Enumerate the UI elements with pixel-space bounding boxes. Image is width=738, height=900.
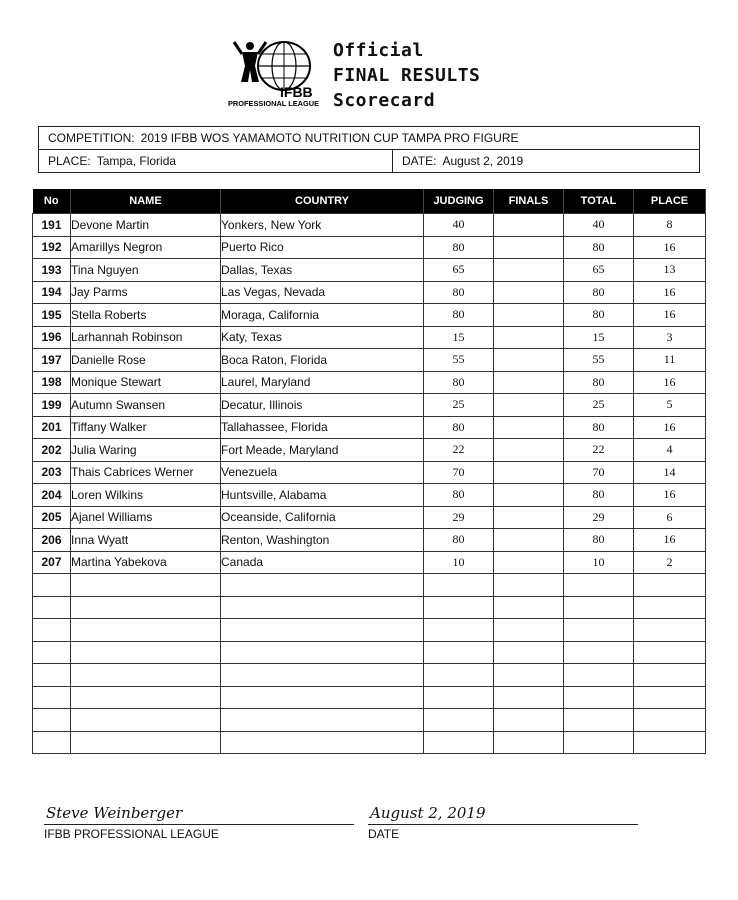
table-row xyxy=(33,281,706,304)
cell-finals xyxy=(494,709,564,732)
cell-judging xyxy=(424,619,494,642)
cell-name: Monique Stewart xyxy=(71,371,221,394)
scorecard-title xyxy=(333,38,480,113)
cell-country: Huntsville, Alabama xyxy=(221,484,424,507)
cell-name xyxy=(71,619,221,642)
table-row xyxy=(33,619,706,642)
cell-judging: 80 xyxy=(424,416,494,439)
cell-country: Canada xyxy=(221,551,424,574)
title-line-scorecard: Scorecard xyxy=(333,90,436,111)
cell-total: 80 xyxy=(564,416,634,439)
cell-no: 198 xyxy=(33,371,71,394)
cell-name: Loren Wilkins xyxy=(71,484,221,507)
table-row xyxy=(33,461,706,484)
cell-country: Laurel, Maryland xyxy=(221,371,424,394)
cell-place: 6 xyxy=(634,506,706,529)
competition-info-box xyxy=(38,126,700,173)
cell-no xyxy=(33,731,71,754)
table-row xyxy=(33,394,706,417)
cell-finals xyxy=(494,304,564,327)
cell-no xyxy=(33,574,71,597)
signature-caption: IFBB PROFESSIONAL LEAGUE xyxy=(44,827,219,841)
scorecard-header xyxy=(228,36,528,114)
cell-judging xyxy=(424,686,494,709)
cell-judging: 15 xyxy=(424,326,494,349)
cell-country: Venezuela xyxy=(221,461,424,484)
table-row xyxy=(33,686,706,709)
cell-total: 29 xyxy=(564,506,634,529)
cell-place xyxy=(634,619,706,642)
date-signed-block xyxy=(368,804,638,841)
cell-name xyxy=(71,731,221,754)
cell-country: Decatur, Illinois xyxy=(221,394,424,417)
cell-total: 80 xyxy=(564,281,634,304)
cell-country: Fort Meade, Maryland xyxy=(221,439,424,462)
cell-judging: 10 xyxy=(424,551,494,574)
table-row xyxy=(33,214,706,237)
competition-label: COMPETITION: xyxy=(48,131,135,145)
cell-finals xyxy=(494,371,564,394)
cell-place xyxy=(634,686,706,709)
table-row xyxy=(33,439,706,462)
cell-total xyxy=(564,641,634,664)
cell-total: 65 xyxy=(564,259,634,282)
cell-no xyxy=(33,686,71,709)
cell-no: 191 xyxy=(33,214,71,237)
cell-finals xyxy=(494,506,564,529)
cell-country xyxy=(221,686,424,709)
cell-country xyxy=(221,619,424,642)
svg-text:IFBB: IFBB xyxy=(280,84,313,100)
cell-finals xyxy=(494,416,564,439)
cell-no xyxy=(33,664,71,687)
cell-finals xyxy=(494,236,564,259)
cell-no: 196 xyxy=(33,326,71,349)
cell-finals xyxy=(494,596,564,619)
cell-finals xyxy=(494,214,564,237)
table-row xyxy=(33,731,706,754)
table-row xyxy=(33,596,706,619)
title-line-official: Official xyxy=(333,40,424,61)
table-row xyxy=(33,236,706,259)
place-label: PLACE: xyxy=(48,154,91,168)
table-row xyxy=(33,574,706,597)
cell-total xyxy=(564,709,634,732)
cell-finals xyxy=(494,529,564,552)
cell-total: 25 xyxy=(564,394,634,417)
cell-name: Autumn Swansen xyxy=(71,394,221,417)
cell-total: 80 xyxy=(564,236,634,259)
cell-total: 70 xyxy=(564,461,634,484)
table-row xyxy=(33,416,706,439)
table-row xyxy=(33,484,706,507)
cell-place: 16 xyxy=(634,371,706,394)
cell-finals xyxy=(494,551,564,574)
cell-no: 197 xyxy=(33,349,71,372)
cell-finals xyxy=(494,326,564,349)
cell-name xyxy=(71,641,221,664)
cell-place: 4 xyxy=(634,439,706,462)
cell-country xyxy=(221,574,424,597)
col-header-finals: FINALS xyxy=(494,189,564,214)
cell-country: Renton, Washington xyxy=(221,529,424,552)
cell-judging: 40 xyxy=(424,214,494,237)
table-row xyxy=(33,506,706,529)
cell-country: Dallas, Texas xyxy=(221,259,424,282)
table-row xyxy=(33,664,706,687)
cell-total xyxy=(564,731,634,754)
cell-no xyxy=(33,641,71,664)
cell-finals xyxy=(494,641,564,664)
cell-country: Las Vegas, Nevada xyxy=(221,281,424,304)
cell-finals xyxy=(494,484,564,507)
cell-country xyxy=(221,641,424,664)
signature: Steve Weinberger xyxy=(44,804,354,825)
cell-total: 22 xyxy=(564,439,634,462)
cell-no: 193 xyxy=(33,259,71,282)
table-header-row xyxy=(33,189,706,214)
table-row xyxy=(33,551,706,574)
cell-judging xyxy=(424,709,494,732)
cell-place xyxy=(634,641,706,664)
cell-name: Jay Parms xyxy=(71,281,221,304)
cell-name xyxy=(71,596,221,619)
competition-row xyxy=(39,127,699,149)
cell-no: 204 xyxy=(33,484,71,507)
table-row xyxy=(33,304,706,327)
cell-country xyxy=(221,709,424,732)
cell-finals xyxy=(494,574,564,597)
cell-finals xyxy=(494,259,564,282)
cell-judging: 80 xyxy=(424,304,494,327)
cell-judging xyxy=(424,574,494,597)
cell-no: 202 xyxy=(33,439,71,462)
cell-place: 16 xyxy=(634,416,706,439)
cell-total: 55 xyxy=(564,349,634,372)
place-date-row xyxy=(39,149,699,172)
cell-finals xyxy=(494,439,564,462)
cell-name: Julia Waring xyxy=(71,439,221,462)
cell-name: Tiffany Walker xyxy=(71,416,221,439)
cell-no xyxy=(33,709,71,732)
competition-value: 2019 IFBB WOS YAMAMOTO NUTRITION CUP TAMPA PRO FIGURE xyxy=(140,131,519,145)
cell-total xyxy=(564,574,634,597)
cell-no: 201 xyxy=(33,416,71,439)
cell-total: 80 xyxy=(564,304,634,327)
col-header-judging: JUDGING xyxy=(424,189,494,214)
cell-name xyxy=(71,664,221,687)
cell-judging: 65 xyxy=(424,259,494,282)
cell-country xyxy=(221,664,424,687)
cell-total xyxy=(564,596,634,619)
table-row xyxy=(33,326,706,349)
cell-judging: 29 xyxy=(424,506,494,529)
svg-text:PROFESSIONAL LEAGUE: PROFESSIONAL LEAGUE xyxy=(228,99,320,108)
date-signed: August 2, 2019 xyxy=(368,804,638,825)
cell-finals xyxy=(494,281,564,304)
cell-no: 203 xyxy=(33,461,71,484)
cell-judging: 70 xyxy=(424,461,494,484)
date-value: August 2, 2019 xyxy=(442,154,524,168)
cell-place: 2 xyxy=(634,551,706,574)
cell-no: 195 xyxy=(33,304,71,327)
cell-name: Thais Cabrices Werner xyxy=(71,461,221,484)
col-header-place: PLACE xyxy=(634,189,706,214)
cell-finals xyxy=(494,349,564,372)
cell-country: Puerto Rico xyxy=(221,236,424,259)
cell-place: 3 xyxy=(634,326,706,349)
cell-judging: 80 xyxy=(424,236,494,259)
cell-no: 206 xyxy=(33,529,71,552)
cell-no: 192 xyxy=(33,236,71,259)
cell-name: Larhannah Robinson xyxy=(71,326,221,349)
cell-no xyxy=(33,619,71,642)
cell-judging: 80 xyxy=(424,281,494,304)
cell-total: 80 xyxy=(564,371,634,394)
cell-no: 207 xyxy=(33,551,71,574)
table-row xyxy=(33,529,706,552)
cell-judging xyxy=(424,596,494,619)
cell-finals xyxy=(494,461,564,484)
place-value: Tampa, Florida xyxy=(96,154,177,168)
cell-no: 194 xyxy=(33,281,71,304)
cell-place: 5 xyxy=(634,394,706,417)
col-header-name: NAME xyxy=(71,189,221,214)
cell-no: 205 xyxy=(33,506,71,529)
ifbb-pro-league-logo xyxy=(228,36,328,108)
cell-name: Ajanel Williams xyxy=(71,506,221,529)
cell-total xyxy=(564,686,634,709)
cell-place xyxy=(634,731,706,754)
col-header-total: TOTAL xyxy=(564,189,634,214)
cell-name: Amarillys Negron xyxy=(71,236,221,259)
cell-country: Oceanside, California xyxy=(221,506,424,529)
cell-place: 11 xyxy=(634,349,706,372)
cell-place: 16 xyxy=(634,529,706,552)
cell-name xyxy=(71,686,221,709)
cell-total xyxy=(564,619,634,642)
table-row xyxy=(33,259,706,282)
cell-judging: 80 xyxy=(424,371,494,394)
cell-place: 16 xyxy=(634,484,706,507)
cell-place: 16 xyxy=(634,304,706,327)
cell-judging xyxy=(424,641,494,664)
cell-judging: 80 xyxy=(424,529,494,552)
cell-judging: 80 xyxy=(424,484,494,507)
cell-country: Katy, Texas xyxy=(221,326,424,349)
cell-judging: 25 xyxy=(424,394,494,417)
table-row xyxy=(33,349,706,372)
cell-place: 16 xyxy=(634,281,706,304)
date-label: DATE: xyxy=(402,154,437,168)
cell-place xyxy=(634,574,706,597)
cell-country: Tallahassee, Florida xyxy=(221,416,424,439)
cell-judging: 55 xyxy=(424,349,494,372)
cell-place: 13 xyxy=(634,259,706,282)
title-line-final-results: FINAL RESULTS xyxy=(333,65,481,86)
cell-name: Tina Nguyen xyxy=(71,259,221,282)
cell-total: 80 xyxy=(564,529,634,552)
col-header-no: No xyxy=(33,189,71,214)
signature-block xyxy=(44,804,354,841)
cell-total: 15 xyxy=(564,326,634,349)
cell-judging xyxy=(424,731,494,754)
cell-judging xyxy=(424,664,494,687)
cell-name xyxy=(71,709,221,732)
cell-place: 14 xyxy=(634,461,706,484)
cell-no xyxy=(33,596,71,619)
cell-name: Martina Yabekova xyxy=(71,551,221,574)
cell-place xyxy=(634,596,706,619)
cell-place: 8 xyxy=(634,214,706,237)
cell-country xyxy=(221,596,424,619)
cell-total: 80 xyxy=(564,484,634,507)
cell-place xyxy=(634,709,706,732)
cell-name: Devone Martin xyxy=(71,214,221,237)
cell-finals xyxy=(494,686,564,709)
cell-name: Danielle Rose xyxy=(71,349,221,372)
cell-finals xyxy=(494,619,564,642)
cell-finals xyxy=(494,731,564,754)
table-row xyxy=(33,371,706,394)
cell-name xyxy=(71,574,221,597)
cell-place: 16 xyxy=(634,236,706,259)
table-row xyxy=(33,709,706,732)
cell-total xyxy=(564,664,634,687)
cell-finals xyxy=(494,664,564,687)
cell-total: 40 xyxy=(564,214,634,237)
cell-name: Stella Roberts xyxy=(71,304,221,327)
results-body xyxy=(33,214,706,754)
date-caption: DATE xyxy=(368,827,400,841)
cell-total: 10 xyxy=(564,551,634,574)
cell-no: 199 xyxy=(33,394,71,417)
results-table xyxy=(32,189,706,754)
table-row xyxy=(33,641,706,664)
cell-country: Boca Raton, Florida xyxy=(221,349,424,372)
cell-judging: 22 xyxy=(424,439,494,462)
cell-finals xyxy=(494,394,564,417)
cell-country: Moraga, California xyxy=(221,304,424,327)
cell-name: Inna Wyatt xyxy=(71,529,221,552)
cell-country xyxy=(221,731,424,754)
col-header-country: COUNTRY xyxy=(221,189,424,214)
cell-place xyxy=(634,664,706,687)
cell-country: Yonkers, New York xyxy=(221,214,424,237)
